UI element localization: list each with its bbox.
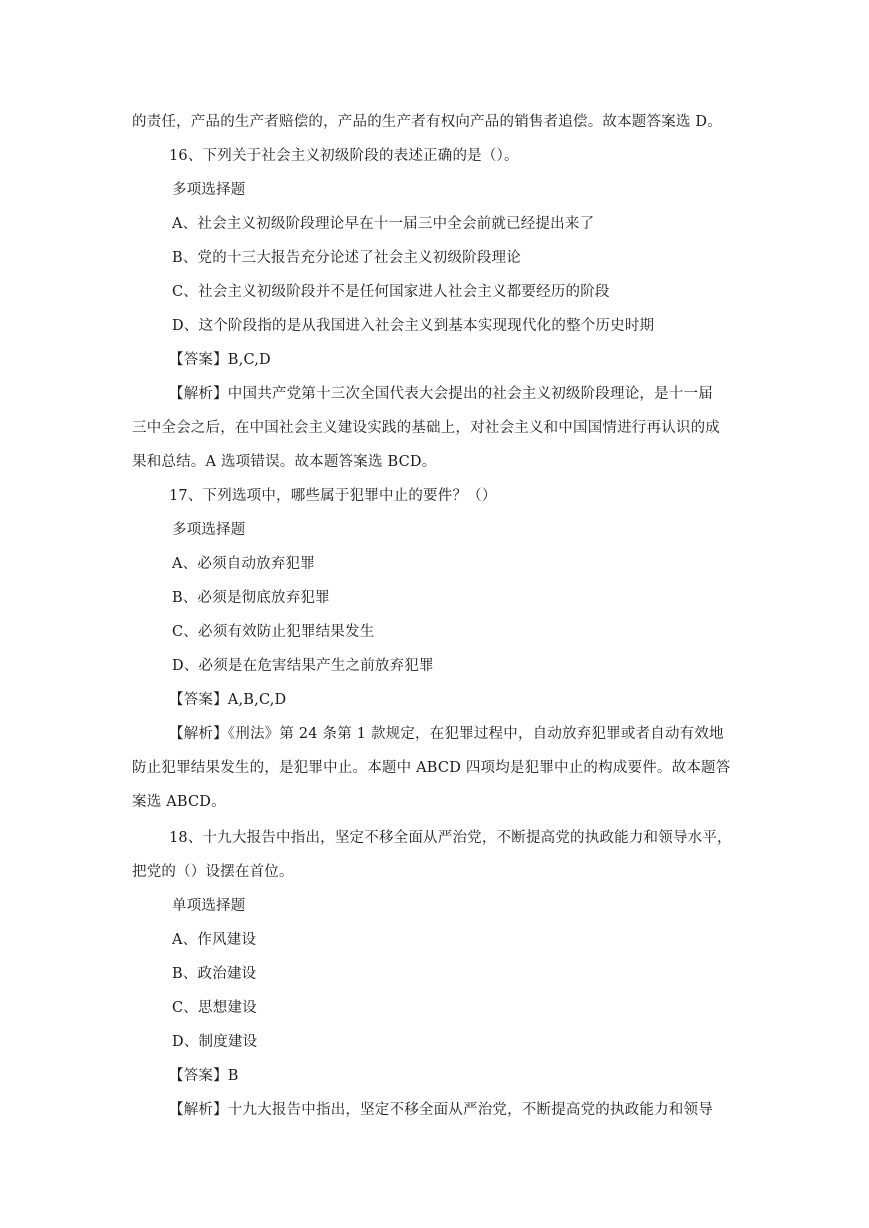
question-17-analysis-line: 【解析】《刑法》第 24 条第 1 款规定，在犯罪过程中，自动放弃犯罪或者自动有效地 bbox=[169, 726, 724, 742]
question-18-option-b: B、政治建设 bbox=[172, 966, 257, 982]
question-18-answer: 【答案】B bbox=[169, 1068, 239, 1084]
question-18-option-c: C、思想建设 bbox=[172, 1000, 257, 1016]
question-17-title: 17、下列选项中，哪些属于犯罪中止的要件？（） bbox=[169, 488, 497, 504]
question-18-type: 单项选择题 bbox=[172, 898, 246, 914]
intro-paragraph-line: 的责任，产品的生产者赔偿的，产品的生产者有权向产品的销售者追偿。故本题答案选 D。 bbox=[132, 114, 722, 130]
question-18-option-d: D、制度建设 bbox=[172, 1034, 258, 1050]
question-17-answer: 【答案】A,B,C,D bbox=[169, 692, 287, 708]
question-18-analysis-line: 【解析】十九大报告中指出，坚定不移全面从严治党，不断提高党的执政能力和领导 bbox=[169, 1102, 713, 1118]
question-16-analysis-line: 【解析】中国共产党第十三次全国代表大会提出的社会主义初级阶段理论，是十一届 bbox=[169, 386, 713, 402]
question-17-type: 多项选择题 bbox=[172, 522, 246, 538]
question-18-title-line: 18、十九大报告中指出，坚定不移全面从严治党，不断提高党的执政能力和领导水平， bbox=[169, 830, 732, 846]
question-16-option-a: A、社会主义初级阶段理论早在十一届三中全会前就已经提出来了 bbox=[172, 216, 595, 232]
question-16-option-d: D、这个阶段指的是从我国进入社会主义到基本实现现代化的整个历史时期 bbox=[172, 318, 655, 334]
question-17-option-b: B、必须是彻底放弃犯罪 bbox=[172, 590, 330, 606]
question-17-option-d: D、必须是在危害结果产生之前放弃犯罪 bbox=[172, 658, 434, 674]
question-17-analysis-line: 防止犯罪结果发生的，是犯罪中止。本题中 ABCD 四项均是犯罪中止的构成要件。故本题答 bbox=[132, 760, 731, 776]
question-18-title-line: 把党的（）设摆在首位。 bbox=[132, 864, 294, 880]
question-17-analysis-line: 案选 ABCD。 bbox=[132, 794, 226, 810]
question-16-option-c: C、社会主义初级阶段并不是任何国家进人社会主义都要经历的阶段 bbox=[172, 284, 610, 300]
question-16-analysis-line: 果和总结。A 选项错误。故本题答案选 BCD。 bbox=[132, 454, 437, 470]
question-16-analysis-line: 三中全会之后，在中国社会主义建设实践的基础上，对社会主义和中国国情进行再认识的成 bbox=[132, 420, 720, 436]
question-16-type: 多项选择题 bbox=[172, 182, 246, 198]
question-16-title: 16、下列关于社会主义初级阶段的表述正确的是（）。 bbox=[169, 148, 519, 164]
question-16-option-b: B、党的十三大报告充分论述了社会主义初级阶段理论 bbox=[172, 250, 521, 266]
question-17-option-a: A、必须自动放弃犯罪 bbox=[172, 556, 315, 572]
question-17-option-c: C、必须有效防止犯罪结果发生 bbox=[172, 624, 375, 640]
question-16-answer: 【答案】B,C,D bbox=[169, 352, 271, 368]
question-18-option-a: A、作风建设 bbox=[172, 932, 257, 948]
